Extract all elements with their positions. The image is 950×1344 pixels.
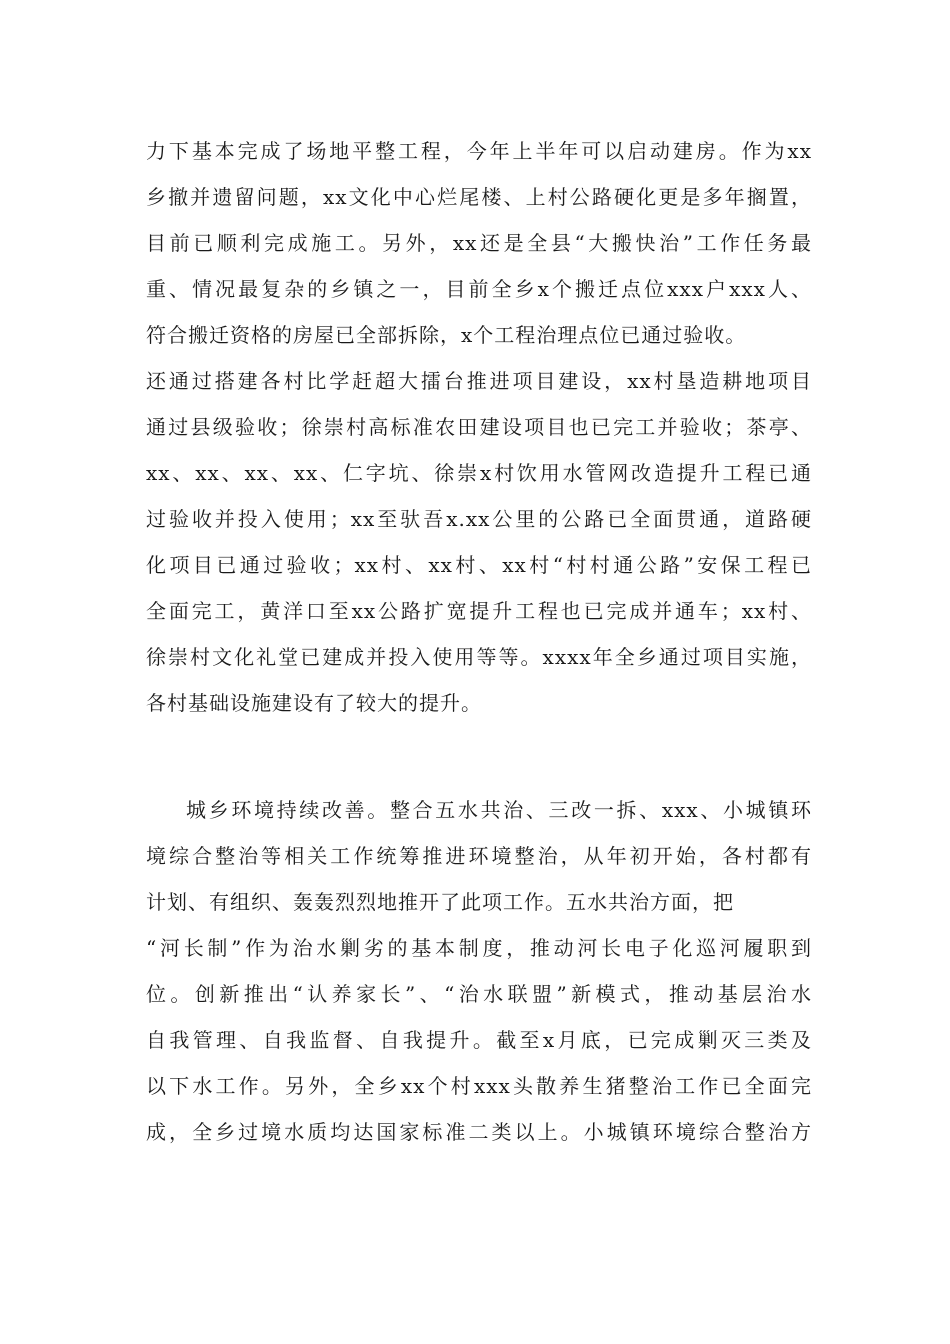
text-line: 力下基本完成了场地平整工程，今年上半年可以启动建房。作为xx <box>146 139 812 163</box>
text-line: 过验收并投入使用；xx至驮吾x.xx公里的公路已全面贯通，道路硬 <box>146 507 812 531</box>
text-line: 目前已顺利完成施工。另外，xx还是全县“大搬快治”工作任务最 <box>146 231 812 255</box>
text-line: 位。创新推出“认养家长”、“治水联盟”新模式，推动基层治水 <box>146 982 812 1006</box>
text-line: 还通过搭建各村比学赶超大擂台推进项目建设，xx村垦造耕地项目 <box>146 369 812 393</box>
text-line: 自我管理、自我监督、自我提升。截至x月底，已完成剿灭三类及 <box>146 1028 812 1052</box>
text-line: 重、情况最复杂的乡镇之一，目前全乡x个搬迁点位xxx户xxx人、 <box>146 277 812 301</box>
text-line: 乡撤并遗留问题，xx文化中心烂尾楼、上村公路硬化更是多年搁置， <box>146 185 812 209</box>
paragraph-environment-improvement <box>146 787 812 1155</box>
text-line: 全面完工，黄洋口至xx公路扩宽提升工程也已完成并通车；xx村、 <box>146 599 812 623</box>
text-line: 境综合整治等相关工作统筹推进环境整治，从年初开始，各村都有 <box>146 844 812 868</box>
text-line: 化项目已通过验收；xx村、xx村、xx村“村村通公路”安保工程已 <box>146 553 812 577</box>
text-line: 城乡环境持续改善。整合五水共治、三改一拆、xxx、小城镇环 <box>186 798 812 822</box>
text-line: 成，全乡过境水质均达国家标准二类以上。小城镇环境综合整治方 <box>146 1120 812 1144</box>
paragraph-project-construction <box>146 128 812 726</box>
text-line: xx、xx、xx、xx、仁字坑、徐崇x村饮用水管网改造提升工程已通 <box>146 461 812 485</box>
text-line: 符合搬迁资格的房屋已全部拆除，x个工程治理点位已通过验收。 <box>146 323 747 347</box>
text-line: 徐崇村文化礼堂已建成并投入使用等等。xxxx年全乡通过项目实施， <box>146 645 812 669</box>
text-line: 各村基础设施建设有了较大的提升。 <box>146 691 482 715</box>
text-line: “河长制”作为治水剿劣的基本制度，推动河长电子化巡河履职到 <box>146 936 812 960</box>
text-line: 以下水工作。另外，全乡xx个村xxx头散养生猪整治工作已全面完 <box>146 1074 812 1098</box>
text-line: 计划、有组织、轰轰烈烈地推开了此项工作。五水共治方面，把 <box>146 890 734 914</box>
text-line: 通过县级验收；徐崇村高标准农田建设项目也已完工并验收；茶亭、 <box>146 415 812 439</box>
